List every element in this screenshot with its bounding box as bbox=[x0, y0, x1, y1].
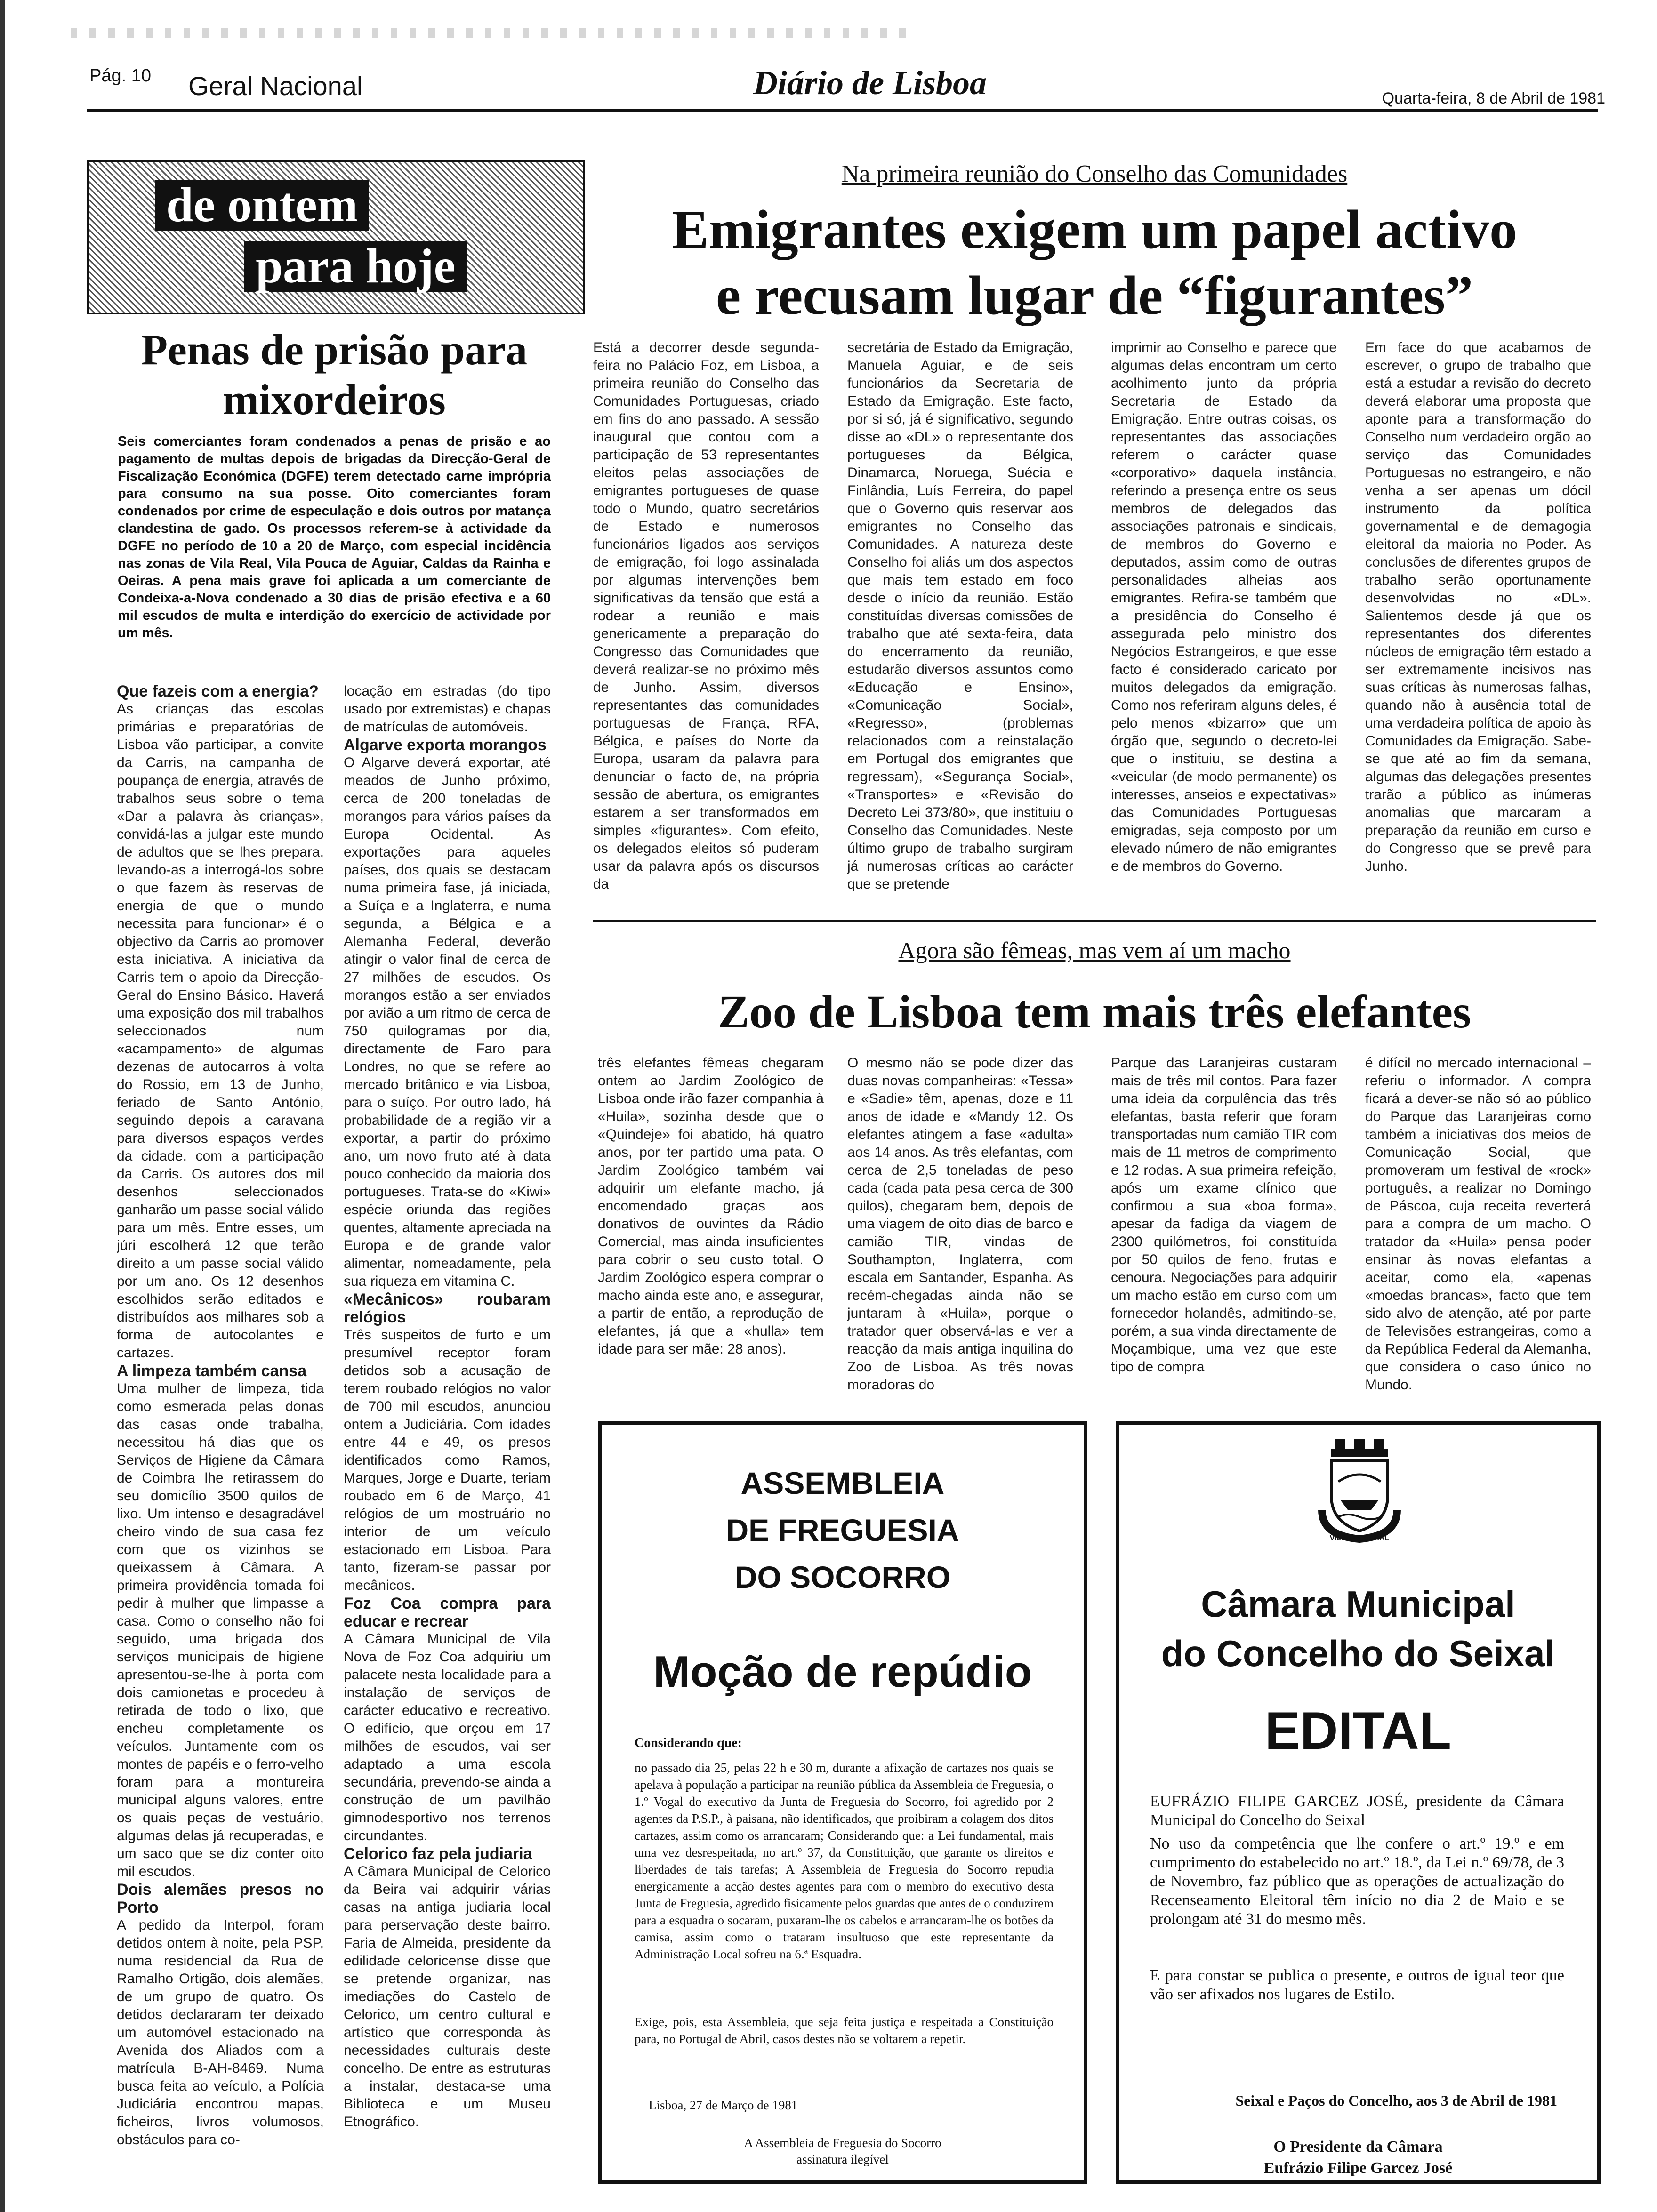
emigrantes-column-3: imprimir ao Conselho e parece que algumas delas encontram um certo acolhimento junto da própria Secretaria de Estado da Emigração. Entre outras coisas, os representantes das associações referem o carácter quase «corporativo» daquela instância, referindo a presença entre os seus membros de delegados das associações patronais e sindicais, de membros do Governo e deputados, assim como de outras personalidades alheias aos emigrantes. Refira-se também que a presidência do Conselho é assegurada pelo ministro dos Negócios Estrangeiros, e que esse facto é considerado caricato por muitos delegados da emigração. Como nos referiram alguns deles, é pelo menos «bizarro» que um órgão que, segundo o decreto-lei que o instituiu, se destina a «veicular (de modo permanente) os interesses, anseios e expectativas» das Comunidades Portuguesas emigradas, seja composto por um elevado número de não emigrantes e de membros do Governo. bbox=[1111, 340, 1337, 874]
brief-text-foz-coa: A Câmara Municipal de Vila Nova de Foz Coa adquiriu um palacete nesta localidade para a instalação de serviços de carácter educativo e recreativo. O edifício, que orçou em 17 milhões de escudos, vai ser adaptado a uma escola secundária, prevendo-se ainda a construção de um pavilhão gimnodesportivo nos terrenos circundantes. bbox=[344, 1631, 551, 1843]
zoo-headline: Zoo de Lisboa tem mais três elefantes bbox=[718, 986, 1471, 1038]
brief-text-relogios: Três suspeitos de furto e um presumível receptor foram detidos sob a acusação de terem roubado relógios no valor de 700 mil escudos, anunciou ontem a Judiciária. Com idades entre 44 e 49, os presos identificados como Ramos, Marques, Jorge e Duarte, teriam roubado em 6 de Março, 41 relógios de um mostruário no interior de um veículo estacionado em Lisboa. Para tanto, fizeram-se passar por mecânicos. bbox=[344, 1327, 551, 1593]
emigrantes-headline-1: Emigrantes exigem um papel activo bbox=[672, 199, 1517, 260]
emigrantes-bottom-rule bbox=[593, 920, 1596, 922]
socorro-heading-1: ASSEMBLEIA bbox=[740, 1466, 945, 1500]
zoo-column-3: Parque das Laranjeiras custaram mais de três mil contos. Para fazer uma ideia da corpulência das três elefantas, basta referir que foram transportadas num camião TIR com mais de 11 metros de comprimento e 12 rodas. A sua primeira refeição, após um exame clínico que confirmou a sua «boa forma», apesar da fadiga da viagem de 2300 quilómetros, foi constituída por 50 quilos de feno, frutas e cenoura. Negociações para adquirir um macho estão em curso com um fornecedor holandês, admitindo-se, porém, a sua vinda directamente de Moçambique, uma vez que este tipo de compra bbox=[1111, 1055, 1337, 1375]
seixal-body-1: EUFRÁZIO FILIPE GARCEZ JOSÉ, presidente da Câmara Municipal do Concelho do Seixal bbox=[1150, 1793, 1564, 1829]
brief-heading-limpeza: A limpeza também cansa bbox=[117, 1362, 307, 1380]
brief-heading-alemaes: Dois alemães presos no Porto bbox=[117, 1881, 324, 1916]
seixal-edital: EDITAL bbox=[1264, 1701, 1452, 1760]
masthead: Diário de Lisboa bbox=[753, 64, 987, 102]
emigrantes-headline-2: e recusam lugar de “figurantes” bbox=[716, 264, 1473, 326]
seixal-title-1: Câmara Municipal bbox=[1201, 1583, 1515, 1625]
seixal-signature-1: O Presidente da Câmara bbox=[1273, 2138, 1443, 2156]
top-faint-strip bbox=[71, 28, 918, 38]
seixal-body-2: No uso da competência que lhe confere o art.º 19.º e em cumprimento do estabelecido no art.º 18.º, da Lei n.º 69/78, de 3 de Novembro, faz público que as operações de actualização do Recenseamento Eleitoral têm início no dia 2 de Maio e se prolongam até 31 do mesmo mês. bbox=[1150, 1835, 1564, 1928]
zoo-column-4: é difícil no mercado internacional – referiu o informador. A compra ficará a dever-se não só ao público do Parque das Laranjeiras como também a iniciativas dos meios de Comunicação Social, que promoveram um festival de «rock» português, a realizar no Domingo de Páscoa, cuja receita reverterá para a compra de um macho. O tratador da «Huila» pensa poder ensinar às novas elefantas a aceitar, como ela, «apenas «moedas brancas», facto que tem sido alvo de atenção, até por parte de Televisões estrangeiras, como a da República Federal da Alemanha, que considera o caso único no Mundo. bbox=[1365, 1055, 1591, 1393]
seixal-body-3: E para constar se publica o presente, e outros de igual teor que vão ser afixados nos lugares de Estilo. bbox=[1150, 1967, 1564, 2003]
socorro-heading-3: DO SOCORRO bbox=[734, 1560, 951, 1595]
socorro-exige: Exige, pois, esta Assembleia, que seja feita justiça e respeitada a Constituição para, no Portugal de Abril, casos destes não se voltarem a repetir. bbox=[635, 2015, 1054, 2046]
seixal-ad bbox=[1116, 1421, 1601, 2184]
brief-text-energia: As crianças das escolas primárias e preparatórias de Lisboa vão participar, a convite da Carris, na campanha de poupança de energia, através de trabalhos seus sobre o tema «Dar a palavra às crianças», convidá-las a julgar este mundo de adultos que se lhes prepara, levando-as a interrogá-los sobre o que fazem às reservas de energia de que o mundo necessita para funcionar» é o objectivo da Carris ao promover esta iniciativa. A iniciativa da Carris tem o apoio da Direcção-Geral do Ensino Básico. Haverá uma exposição dos mil trabalhos seleccionados num «acampamento» de algumas dezenas de autocarros à volta do Rossio, em 13 de Junho, feriado de Santo António, seguindo depois a caravana para diversos espaços verdes da cidade, com a participação da Carris. Os autores dos mil desenhos seleccionados ganharão um passe social válido para um mês. Entre esses, um júri escolherá 12 que terão direito a um passe social válido por um ano. Os 12 desenhos escolhidos serão editados e distribuídos aos milhares sob a forma de autocolantes e cartazes. bbox=[117, 701, 324, 1361]
socorro-title: Moção de repúdio bbox=[653, 1647, 1032, 1696]
zoo-kicker: Agora são fêmeas, mas vem aí um macho bbox=[898, 937, 1291, 963]
emigrantes-column-4: Em face do que acabamos de escrever, o grupo de trabalho que está a estudar a revisão do decreto deverá elaborar uma proposta que aponte para a transformação do Conselho num verdadeiro orgão ao serviço das Comunidades Portuguesas no estrangeiro, e não venha a ser apenas um dócil instrumento da política governamental e de demagogia eleitoral da maioria no Poder. As conclusões de diferentes grupos de trabalho serão oportunamente desenvolvidas no «DL». Salientemos desde já que os representantes dos diferentes núcleos de emigração têm estado a ser extremamente incisivos nas suas críticas às numerosas falhas, quando não à ausência total de uma verdadeira política de apoio às Comunidades da Emigração. Sabe-se que até ao fim da semana, algumas das delegações presentes trarão a público as inúmeras anomalias que marcaram a preparação da reunião em curso e do Congresso que se prevê para Junho. bbox=[1365, 340, 1591, 874]
socorro-date: Lisboa, 27 de Março de 1981 bbox=[649, 2098, 798, 2112]
zoo-column-1: três elefantes fêmeas chegaram ontem ao Jardim Zoológico de Lisboa onde irão fazer companhia à «Huila», sozinha desde que o «Quindeje» foi abatido, há quatro anos, por ter partido uma pata. O Jardim Zoológico também vai adquirir um elefante macho, já encomendado graças aos donativos de ouvintes da Rádio Comercial, mas ainda insuficientes para cobrir o seu custo total. O Jardim Zoológico espera comprar o macho ainda este ano, e assegurar, a partir de então, a reprodução de elefantes, já que a «hulla» tem idade para ser mãe: 28 anos). bbox=[598, 1055, 824, 1357]
rubric-line-1: de ontem bbox=[155, 180, 369, 231]
page-number: Pág. 10 bbox=[89, 66, 151, 86]
briefs-column-1 bbox=[117, 682, 324, 2160]
seixal-seal-text: VILA DO SEIXAL bbox=[1329, 1534, 1390, 1542]
zoo-column-2: O mesmo não se pode dizer das duas novas companheiras: «Tessa» e «Sadie» têm, apenas, doze e 11 anos de idade e «Mandy 12. Os elefantes atingem a fase «adulta» aos 14 anos. As três elefantas, com cerca de 2,5 toneladas de peso cada (cada pata pesa cerca de 300 quilos), chegaram bem, depois de uma viagem de oito dias de barco e camião TIR, vindas de Southampton, Inglaterra, com escala em Santander, Espanha. As recém-chegadas ainda não se juntaram à «Huila», porque o tratador quer observá-las e ver a reacção da mais antiga inquilina do Zoo de Lisboa. As três novas moradoras do bbox=[847, 1055, 1073, 1393]
socorro-signature-2: assinatura ilegível bbox=[796, 2152, 889, 2166]
mixordeiros-lede: Seis comerciantes foram condenados a penas de prisão e ao pagamento de multas depois de brigadas da Direcção-Geral de Fiscalização Económica (DGFE) terem detectado carne imprópria para consumo na sua posse. Oito comerciantes foram condenados por crime de especulação e dois outros por matança clandestina de gado. Os processos referem-se à actividade da DGFE no período de 10 a 20 de Março, com especial incidência nas zonas de Vila Real, Vila Pouca de Aguiar, Caldas da Rainha e Oeiras. A pena mais grave foi aplicada a um comerciante de Condeixa-a-Nova condenado a 30 dias de prisão efectiva e a 60 mil escudos de multa e interdição do exercício de actividade por um mês. bbox=[118, 434, 551, 641]
rubric-line-2: para hoje bbox=[244, 241, 467, 292]
mixordeiros-headline: Penas de prisão para mixordeiros bbox=[141, 326, 528, 424]
socorro-signature-1: A Assembleia de Freguesia do Socorro bbox=[744, 2136, 941, 2150]
section-title: Geral Nacional bbox=[188, 71, 363, 101]
seixal-signature-2: Eufrázio Filipe Garcez José bbox=[1263, 2159, 1453, 2177]
brief-heading-morangos: Algarve exporta morangos bbox=[344, 736, 547, 754]
rubric-de-ontem-para-hoje bbox=[87, 160, 585, 314]
briefs-column-2 bbox=[344, 682, 551, 2160]
emigrantes-column-2: secretária de Estado da Emigração, Manuela Aguiar, e de seis funcionários da Secretaria de Estado da Emigração. Este facto, por si só, já é significativo, segundo disse ao «DL» o representante dos portugueses da Bélgica, Dinamarca, Noruega, Suécia e Finlândia, Luís Ferreira, do papel que o Governo quis reservar aos emigrantes no Conselho das Comunidades. A natureza deste Conselho foi aliás um dos aspectos que mais tem estado em foco desde o início da reunião. Estão constituídas diversas comissões de trabalho que até sexta-feira, data do encerramento da reunião, estudarão diversos assuntos como «Educação e Ensino», «Comunicação Social», «Regresso», (problemas relacionados com a reinstalação em Portugal dos emigrantes que regressam), «Segurança Social», «Transportes» e «Revisão do Decreto Lei 373/80», que instituiu o Conselho das Comunidades. Neste último grupo de trabalho surgiram já numerosas críticas ao carácter que se pretende bbox=[847, 340, 1073, 892]
socorro-heading-2: DE FREGUESIA bbox=[726, 1513, 959, 1547]
brief-text-morangos: O Algarve deverá exportar, até meados de Junho próximo, cerca de 200 toneladas de morangos para vários países da Europa Ocidental. As exportações para aqueles países, dos quais se destacam numa primeira fase, já iniciada, a Suíça e a Inglaterra, e numa segunda, a Bélgica e a Alemanha Federal, deverão atingir o valor final de cerca de 27 milhões de escudos. Os morangos estão a ser enviados por avião a um ritmo de cerca de 750 quilogramas por dia, directamente de Faro para Londres, no que se refere ao mercado britânico e via Lisboa, para o suíço. Por outro lado, há probabilidade de a região vir a exportar, a partir do próximo ano, um novo fruto até à data pouco conhecido da maioria dos portugueses. Trata-se do «Kiwi» espécie oriunda das regiões quentes, altamente apreciada na Europa e de grande valor alimentar, nomeadamente, pela sua riqueza em vitamina C. bbox=[344, 755, 551, 1289]
header-rule bbox=[87, 109, 1598, 112]
seixal-date: Seixal e Paços do Concelho, aos 3 de Abril de 1981 bbox=[1235, 2092, 1557, 2109]
brief-text-limpeza: Uma mulher de limpeza, tida como esmerada pelas donas das casas onde trabalha, necessitou há dias que os Serviços de Higiene da Câmara de Coimbra lhe retirassem do seu domicílio 3500 quilos de lixo. Um intenso e desagradável cheiro vindo de sua casa fez com que os vizinhos se queixassem à Câmara. A primeira providência tomada foi pedir à mulher que limpasse a casa. Como o conselho não foi seguido, uma brigada dos serviços municipais de higiene apresentou-se-lhe à porta com dois camionetas e procedeu à retirada de todo o lixo, que encheu completamente os veículos. Juntamente com os montes de papéis e o ferro-velho foram para a montureira municipal alguns valores, entre os quais peças de vestuário, algumas delas já recuperadas, e um saco que se diz conter oito mil escudos. bbox=[117, 1381, 324, 1879]
emigrantes-column-1: Está a decorrer desde segunda-feira no Palácio Foz, em Lisboa, a primeira reunião do Conselho das Comunidades Portuguesas, criado em fins do ano passado. A sessão inaugural que contou com a participação de 53 representantes eleitos pelas associações de emigrantes portugueses de quase todo o Mundo, quatro secretários de Estado e numerosos funcionários ligados aos serviços de emigração, foi logo assinalada por algumas intervenções bem significativas da tensão que está a rodear a reunião e mais genericamente a preparação do Congresso das Comunidades que deverá realizar-se no próximo mês de Junho. Assim, diversos representantes das comunidades portuguesas de França, RFA, Bélgica, e países do Norte da Europa, usaram da palavra para denunciar o facto de, na própria sessão de abertura, os emigrantes estarem a ser transformados em simples «figurantes». Com efeito, os delegados eleitos só puderam usar da palavra após os discursos da bbox=[593, 340, 819, 892]
seixal-title-2: do Concelho do Seixal bbox=[1161, 1633, 1555, 1674]
socorro-considerando: Considerando que: bbox=[635, 1736, 742, 1750]
socorro-ad bbox=[598, 1421, 1087, 2184]
emigrantes-kicker: Na primeira reunião do Conselho das Comunidades bbox=[841, 160, 1348, 187]
brief-text-continued: locação em estradas (do tipo usado por extremistas) e chapas de matrículas de automóveis. bbox=[344, 683, 551, 735]
seixal-coat-of-arms bbox=[1312, 1439, 1407, 1543]
brief-heading-relogios: «Mecânicos» roubaram relógios bbox=[344, 1290, 551, 1326]
issue-date: Quarta-feira, 8 de Abril de 1981 bbox=[1382, 89, 1605, 107]
brief-heading-celorico: Celorico faz pela judiaria bbox=[344, 1845, 532, 1863]
brief-text-celorico: A Câmara Municipal de Celorico da Beira vai adquirir várias casas na antiga judiaria local para perservação deste bairro. Faria de Almeida, presidente da edilidade celoricense disse que se pretende organizar, nas imediações do Castelo de Celorico, um centro cultural e artístico que corresponda às necessidades culturais deste concelho. De entre as estruturas a instalar, destaca-se uma Biblioteca e um Museu Etnográfico. bbox=[344, 1864, 551, 2130]
brief-heading-energia: Que fazeis com a energia? bbox=[117, 682, 319, 700]
brief-text-alemaes: A pedido da Interpol, foram detidos ontem à noite, pela PSP, numa residencial da Rua de Ramalho Ortigão, dois alemães, de um grupo de quatro. Os detidos declararam ter deixado um automóvel estacionado na Avenida dos Aliados com a matrícula B-AH-8469. Numa busca feita ao veículo, a Polícia Judiciária encontrou mapas, ficheiros, livros volumosos, obstáculos para co- bbox=[117, 1917, 324, 2148]
brief-heading-foz-coa: Foz Coa compra para educar e recrear bbox=[344, 1595, 551, 1630]
socorro-body: no passado dia 25, pelas 22 h e 30 m, durante a afixação de cartazes nos quais se apelava à população a participar na reunião pública da Assembleia de Freguesia, o 1.º Vogal do executivo da Junta de Freguesia do Socorro, foi agredido por 2 agentes da P.S.P., à paisana, não identificados, que proibiram a colagem dos ditos cartazes, assim como os arrancaram; Considerando que: a Lei fundamental, mais uma vez desrespeitada, no art.º 37, da Constituição, que garante os direitos e liberdades de tais tarefas; A Assembleia de Freguesia do Socorro repudia energicamente a acção destes agentes para com o membro do executivo desta Junta de Freguesia, agredido fisicamente pelos guardas que antes de o conduzirem para a esquadra o socaram, puxaram-lhe os cabelos e arrancaram-lhe os botões da camisa, assim como o trataram insultuoso que este representante da Administração Local sofreu na 6.ª Esquadra. bbox=[635, 1761, 1054, 1961]
scan-edge bbox=[0, 0, 5, 2212]
